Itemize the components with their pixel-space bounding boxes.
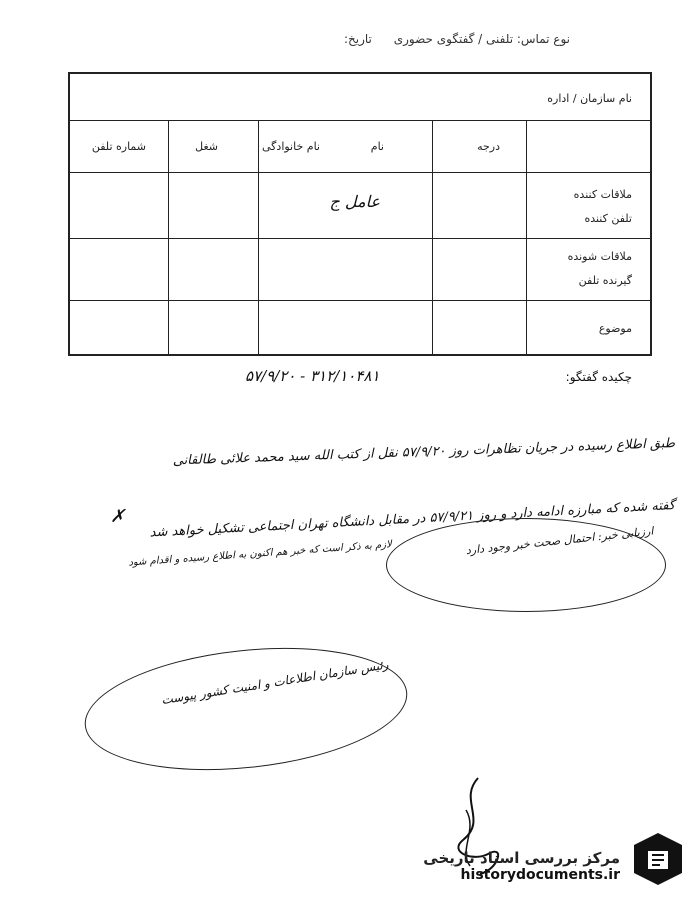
cross-mark: ✗: [110, 506, 126, 527]
caller-name: عامل ج: [329, 192, 380, 211]
column-divider: [432, 120, 433, 354]
footer-note: رئیس سازمان اطلاعات و امنیت کشور پیوست: [160, 657, 390, 708]
contact-type-label: نوع تماس: تلفنی / گفتگوی حضوری: [393, 32, 570, 46]
summary-reference: ۵۷/۹/۲۰ - ۳۱۲/۱۰۴۸۱: [245, 367, 380, 385]
row-caller-visit: ملاقات کننده: [573, 188, 632, 201]
watermark-title: مرکز بررسی اسناد تاریخی: [423, 849, 620, 867]
date-label: تاریخ:: [343, 32, 372, 46]
contact-form-table: [68, 72, 652, 356]
body-line-1: طبق اطلاع رسیده در جریان تظاهرات روز ۵۷/۹/۲۰ نقل از کتب الله سید محمد علائی طالقانی: [172, 436, 676, 469]
row-divider: [70, 238, 650, 239]
row-divider: [70, 172, 650, 173]
watermark-url: historydocuments.ir: [460, 867, 620, 883]
summary-label: چکیده گفتگو:: [565, 370, 632, 384]
row-subject: موضوع: [598, 322, 632, 335]
body-line-2: گفته شده که مبارزه ادامه دارد و روز ۵۷/۹/۲۱ در مقابل دانشگاه تهران اجتماعی تشکیل خواهد شد: [149, 498, 676, 541]
column-divider: [258, 120, 259, 354]
form-header: [160, 32, 570, 56]
col-family: نام خانوادگی: [262, 140, 320, 153]
row-divider: [70, 120, 650, 121]
col-phone: شماره تلفن: [91, 140, 146, 153]
org-label: نام سازمان / اداره: [547, 92, 632, 105]
column-divider: [526, 120, 527, 354]
watermark-logo-icon: [630, 829, 686, 889]
watermark: [423, 849, 620, 883]
row-divider: [70, 300, 650, 301]
col-job: شغل: [195, 140, 218, 153]
assessment-note: ارزیابی خبر: احتمال صحت خبر وجود دارد: [465, 524, 654, 558]
row-callee-phone: گیرنده تلفن: [578, 274, 632, 287]
row-callee-visit: ملاقات شونده: [567, 250, 632, 263]
col-name: نام: [370, 140, 384, 153]
side-note: لازم به ذکر است که خبر هم اکنون به اطلاع رسیده و اقدام شود: [128, 539, 393, 569]
row-caller-phone: تلفن کننده: [584, 212, 632, 225]
column-divider: [168, 120, 169, 354]
col-rank: درجه: [477, 140, 500, 153]
